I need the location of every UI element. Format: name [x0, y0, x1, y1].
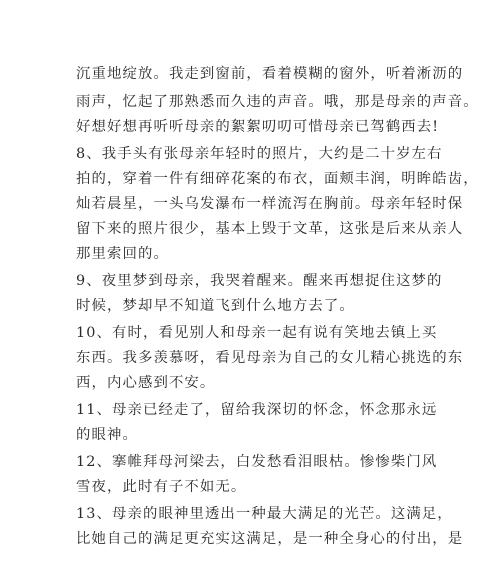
text-line: 东西。我多羡慕呀，看见母亲为自己的女儿精心挑选的东 [76, 350, 464, 366]
text-line: 拍的，穿着一件有细碎花案的布衣，面颊丰润，明眸皓齿， [76, 171, 479, 187]
text-line: 11、母亲已经走了，留给我深切的怀念，怀念那永远 [76, 402, 438, 418]
text-line: 8、我手头有张母亲年轻时的照片，大约是二十岁左右 [76, 146, 443, 162]
text-line: 西，内心感到不安。 [76, 375, 216, 391]
text-line: 9、夜里梦到母亲，我哭着醒来。醒来再想捉住这梦的 [76, 273, 443, 289]
text-line: 的眼神。 [76, 427, 138, 443]
text-line: 比她自己的满足更充实这满足，是一种全身心的付出，是 [76, 531, 464, 547]
text-line: 13、母亲的眼神里透出一种最大满足的光芒。这满足， [76, 506, 453, 522]
text-line: 雨声，忆起了那熟悉而久违的声音。哦，那是母亲的声音。 [76, 94, 479, 110]
text-line: 10、有时，看见别人和母亲一起有说有笑地去镇上买 [76, 325, 438, 341]
text-line: 沉重地绽放。我走到窗前，看着模糊的窗外，听着淅沥的 [76, 66, 464, 82]
text-line: 雪夜，此时有子不如无。 [76, 479, 247, 495]
text-line: 好想好想再听听母亲的絮絮叨叨可惜母亲已驾鹤西去! [76, 119, 440, 135]
text-line: 灿若晨星，一头乌发瀑布一样流泻在胸前。母亲年轻时保 [76, 196, 464, 212]
text-line: 那里索回的。 [76, 246, 169, 262]
text-line: 时候，梦却早不知道飞到什么地方去了。 [76, 298, 355, 314]
text-line: 12、搴帷拜母河梁去，白发愁看泪眼枯。惨惨柴门风 [76, 454, 438, 470]
text-line: 留下来的照片很少，基本上毁于文革，这张是后来从亲人 [76, 221, 464, 237]
